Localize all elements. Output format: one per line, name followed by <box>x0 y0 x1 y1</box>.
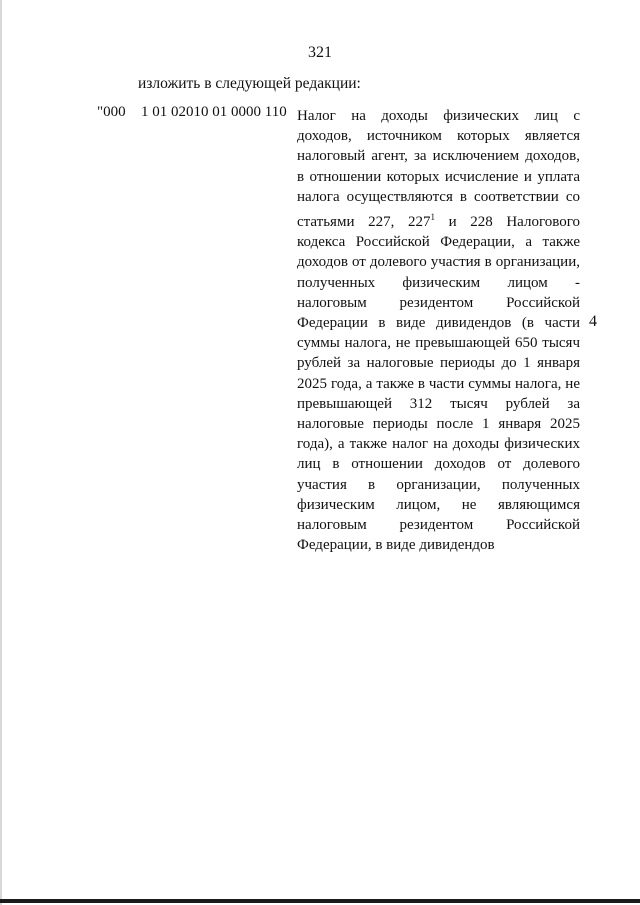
scan-bottom-edge <box>0 899 640 903</box>
scan-left-edge <box>0 0 2 905</box>
intro-text: изложить в следующей редакции: <box>138 75 361 92</box>
side-number: 4 <box>589 313 597 330</box>
code-column <box>97 104 287 121</box>
tax-description <box>297 106 580 555</box>
description-text-part2: и 228 Налогового кодекса Российской Федерации, а также доходов от долевого участия в организации, полученных физическим лицом - налоговым резидентом Российской Федерации в виде дивидендов (в части суммы налога, не превышающей 650 тысяч рублей за налоговые периоды до 1 января 2025 года, а также в части суммы налога, не превышающей 312 тысяч рублей за налоговые периоды после 1 января 2025 года), а также налог на доходы физических лиц в отношении доходов от долевого участия в организации, полученных физическим лицом, не являющимся налоговым резидентом Российской Федерации, в виде дивидендов <box>297 214 580 554</box>
page-number: 321 <box>308 44 332 61</box>
article-superscript: 1 <box>430 212 435 223</box>
description-text-part1: Налог на доходы физических лиц с доходов, источником которых является налоговый агент, за исключением доходов, в отношении которых исчисление и уплата налога осуществляются в соответствии со статьями 227, 227 <box>297 108 580 231</box>
kbk-code: 1 01 02010 01 0000 110 <box>141 104 287 120</box>
open-quote-code: "000 <box>97 104 126 120</box>
